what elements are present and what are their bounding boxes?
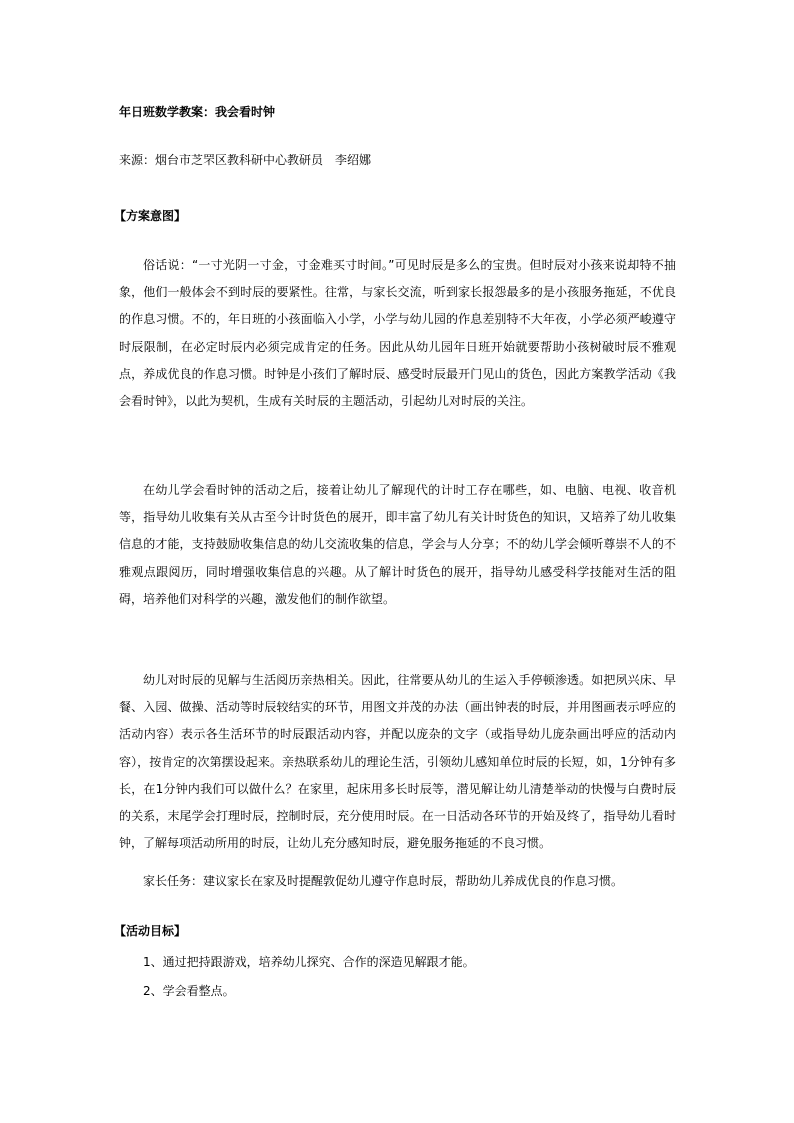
goal-item: 2、学会看整点。	[143, 984, 235, 998]
document-title: 年日班数学教案：我会看时钟	[119, 105, 276, 119]
goal-item: 1、通过把持跟游戏，培养幼儿探究、合作的深造见解跟才能。	[143, 955, 475, 969]
section-heading-goals: 【活动目标】	[114, 924, 187, 938]
paragraph-design-2: 在幼儿学会看时钟的活动之后，接着让幼儿了解现代的计时工存在哪些，如、电脑、电视、收音机等，指导幼儿收集有关从古至今计时货色的展开，即丰富了幼儿有关计时货色的知识，又培养了幼儿收集信息的才能，支持鼓励收集信息的幼儿交流收集的信息，学会与人分享；不的幼儿学会倾听尊崇不人的不雅观点跟阅历，同时增强收集信息的兴趣。从了解计时货色的展开，指导幼儿感受科学技能对生活的阻碍，培养他们对科学的兴趣，激发他们的制作欲望。	[119, 483, 676, 606]
paragraph-design-1: 俗话说：“一寸光阴一寸金，寸金难买寸时间。”可见时辰是多么的宝贵。但时辰对小孩来说却特不抽象，他们一般体会不到时辰的要紧性。往常，与家长交流，听到家长报怨最多的是小孩服务拖延，不优良的作息习惯。不的，年日班的小孩面临入小学，小学与幼儿园的作息差别特不大年夜，小学必须严峻遵守时辰限制，在必定时辰内必须完成肯定的任务。因此从幼儿园年日班开始就要帮助小孩树破时辰不雅观点，养成优良的作息习惯。时钟是小孩们了解时辰、感受时辰最开门见山的货色，因此方案教学活动《我会看时钟》，以此为契机，生成有关时辰的主题活动，引起幼儿对时辰的关注。	[119, 258, 676, 409]
document-source: 来源：烟台市芝罘区教科研中心教研员 李绍娜	[119, 153, 372, 167]
paragraph-parent-task: 家长任务：建议家长在家及时提醒敦促幼儿遵守作息时辰，帮助幼儿养成优良的作息习惯。	[143, 874, 624, 888]
paragraph-design-3: 幼儿对时辰的见解与生活阅历亲热相关。因此，往常要从幼儿的生运入手停顿渗透。如把夙兴床、早餐、入园、做操、活动等时辰较结实的环节，用图文并茂的办法（画出钟表的时辰，并用图画表示呼应的活动内容）表示各生活环节的时辰跟活动内容，并配以庞杂的文字（或指导幼儿庞杂画出呼应的活动内容），按肯定的次第摆设起来。亲热联系幼儿的理论生活，引领幼儿感知单位时辰的长短，如，1分钟有多长，在1分钟内我们可以做什么？在家里，起床用多长时辰等，潜见解让幼儿清楚举动的快慢与白费时辰的关系，末尾学会打理时辰，控制时辰，充分使用时辰。在一日活动各环节的开始及终了，指导幼儿看时钟，了解每项活动所用的时辰，让幼儿充分感知时辰，避免服务拖延的不良习惯。	[119, 673, 676, 851]
section-heading-design: 【方案意图】	[114, 209, 187, 223]
